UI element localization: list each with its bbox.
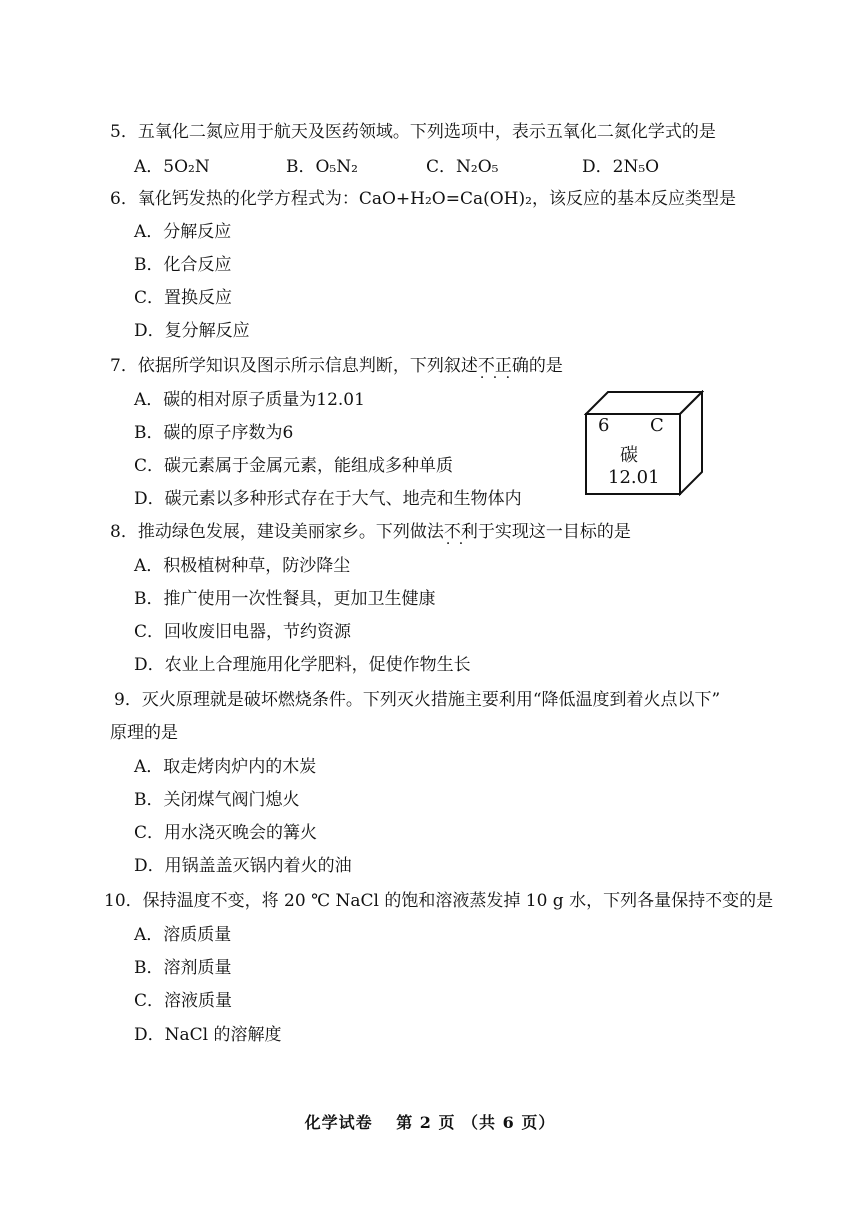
element-name: 碳: [620, 445, 638, 466]
q8-option-d: D．农业上合理施用化学肥料，促使作物生长: [134, 655, 471, 675]
q8-option-b: B．推广使用一次性餐具，更加卫生健康: [134, 589, 436, 609]
q10-option-c: C．溶液质量: [134, 991, 233, 1011]
question-8: [110, 521, 631, 543]
element-mass: 12.01: [608, 467, 660, 488]
question-10: 10．保持温度不变，将 20 ℃ NaCl 的饱和溶液蒸发掉 10 g 水，下列各量保持不变的是: [104, 891, 774, 911]
question-9-line2: 原理的是: [110, 723, 178, 743]
page-footer: 化学试卷 第 2 页 （共 6 页）: [304, 1113, 556, 1132]
q10-option-a: A．溶质质量: [134, 925, 232, 945]
q7-option-d: D．碳元素以多种形式存在于大气、地壳和生物体内: [134, 489, 522, 509]
q5-option-d: D．2N₅O: [582, 157, 660, 177]
q7-text-after: 的是: [528, 356, 563, 376]
q8-text-after: 于实现这一目标的是: [477, 522, 631, 542]
question-5: 5．五氧化二氮应用于航天及医药领域。下列选项中，表示五氧化二氮化学式的是: [110, 122, 716, 142]
q7-option-b: B．碳的原子序数为6: [134, 423, 294, 443]
q8-option-a: A．积极植树种草，防沙降尘: [134, 556, 351, 576]
q7-option-c: C．碳元素属于金属元素，能组成多种单质: [134, 456, 454, 476]
question-7: [110, 355, 563, 377]
q8-text-before: 8．推动绿色发展，建设美丽家乡。下列做法: [110, 522, 444, 542]
q7-option-a: A．碳的相对原子质量为12.01: [134, 390, 365, 410]
question-6: 6．氧化钙发热的化学方程式为：CaO+H₂O=Ca(OH)₂，该反应的基本反应类型是: [110, 189, 736, 209]
q7-text-before: 7．依据所学知识及图示所示信息判断，下列叙述: [110, 356, 478, 376]
element-atomic-number: 6: [598, 415, 610, 436]
q6-option-b: B．化合反应: [134, 255, 232, 275]
q9-option-c: C．用水浇灭晚会的篝火: [134, 823, 318, 843]
q10-option-d: D．NaCl 的溶解度: [134, 1025, 282, 1045]
q6-option-a: A．分解反应: [134, 222, 232, 242]
q7-emphasis: 不正确 · · ·: [478, 355, 529, 377]
element-symbol: C: [650, 415, 664, 436]
q8-emphasis: 不利 · ·: [444, 521, 478, 543]
q5-option-a: A．5O₂N: [134, 157, 210, 177]
q9-option-b: B．关闭煤气阀门熄火: [134, 790, 300, 810]
q6-option-d: D．复分解反应: [134, 321, 250, 341]
q5-option-b: B．O₅N₂: [286, 157, 358, 177]
question-9-line1: 9．灭火原理就是破坏燃烧条件。下列灭火措施主要利用“降低温度到着火点以下”: [114, 690, 721, 710]
q6-option-c: C．置换反应: [134, 288, 233, 308]
q9-option-a: A．取走烤肉炉内的木炭: [134, 757, 317, 777]
q10-option-b: B．溶剂质量: [134, 958, 232, 978]
q5-option-c: C．N₂O₅: [426, 157, 499, 177]
q8-option-c: C．回收废旧电器，节约资源: [134, 622, 352, 642]
q9-option-d: D．用锅盖盖灭锅内着火的油: [134, 856, 352, 876]
carbon-element-box: [584, 390, 704, 496]
